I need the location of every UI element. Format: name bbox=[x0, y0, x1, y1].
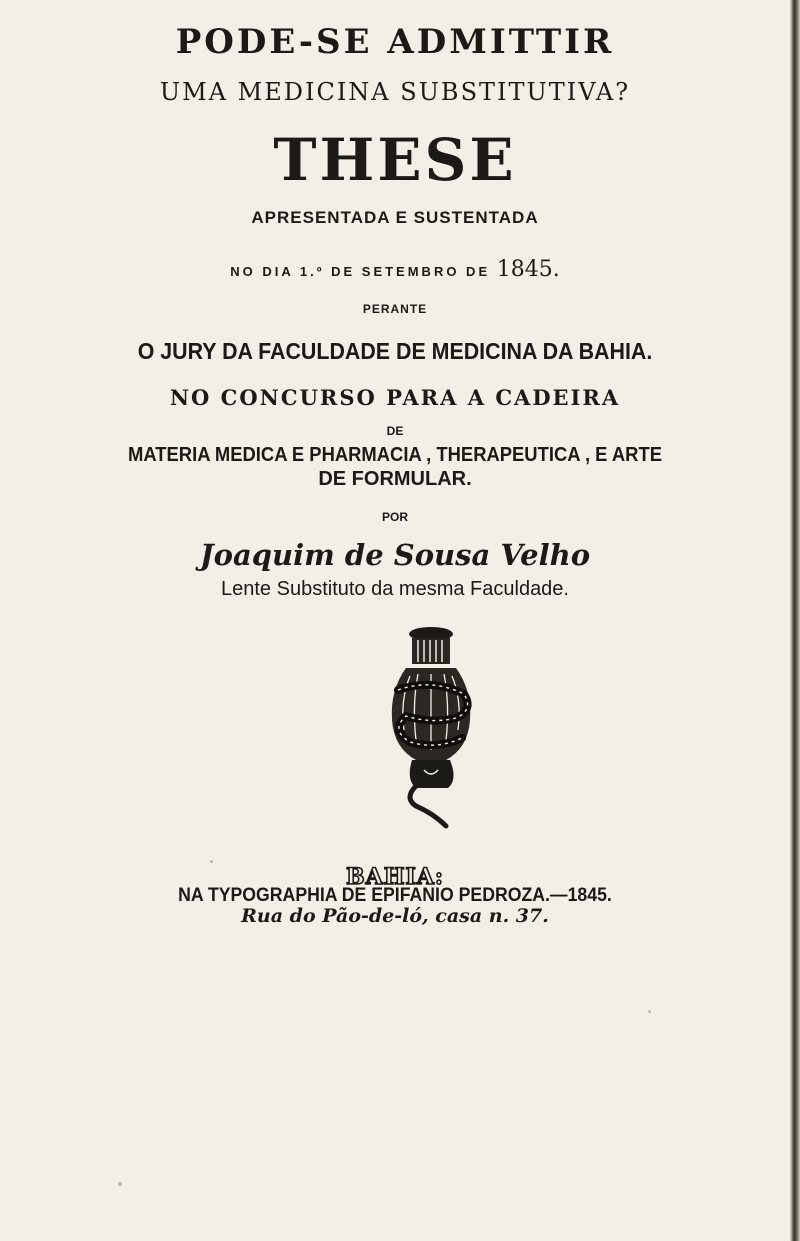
by-label: POR bbox=[381, 510, 408, 524]
paper-speck bbox=[210, 860, 213, 863]
imprint-press: NA TYPOGRAPHIA DE EPIFANIO PEDROZA.—1845. bbox=[178, 885, 612, 906]
page-edge bbox=[790, 0, 800, 1241]
imprint-address: Rua do Pão-de-ló, casa n. 37. bbox=[241, 905, 549, 927]
serpent-vase-icon bbox=[376, 620, 486, 830]
contest-de: DE bbox=[386, 424, 404, 438]
jury-line: O JURY DA FACULDADE DE MEDICINA DA BAHIA. bbox=[137, 338, 653, 364]
before-label: PERANTE bbox=[362, 302, 428, 316]
subject-line-2: DE FORMULAR. bbox=[318, 468, 472, 490]
subject-line-1: MATERIA MEDICA E PHARMACIA , THERAPEUTICA , E ARTE bbox=[128, 444, 662, 466]
main-title: THESE bbox=[273, 126, 517, 194]
imprint-city: BAHIA: bbox=[346, 864, 444, 890]
author-name: Joaquim de Sousa Velho bbox=[199, 538, 591, 572]
presented-line: APRESENTADA E SUSTENTADA bbox=[251, 208, 539, 227]
title-line-1: PODE-SE ADMITTIR bbox=[175, 22, 615, 62]
date-prefix: NO DIA 1.º DE SETEMBRO DE bbox=[230, 264, 491, 279]
date-year: 1845. bbox=[496, 257, 560, 282]
paper-speck bbox=[118, 1182, 122, 1186]
title-line-2: UMA MEDICINA SUBSTITUTIVA? bbox=[159, 78, 631, 106]
author-role: Lente Substituto da mesma Faculdade. bbox=[221, 578, 569, 600]
paper-speck bbox=[648, 1010, 651, 1013]
date-line bbox=[0, 257, 790, 282]
contest-line: NO CONCURSO PARA A CADEIRA bbox=[169, 385, 621, 410]
